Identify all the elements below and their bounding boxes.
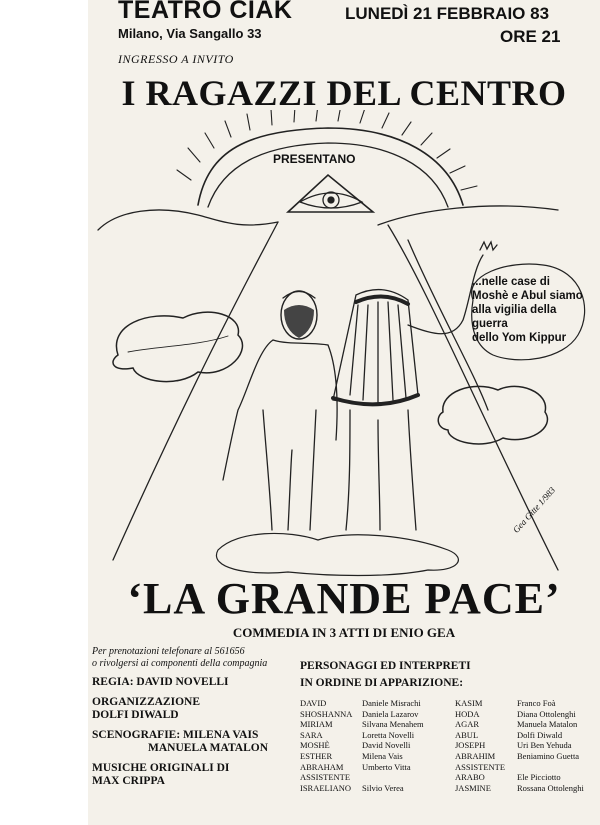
quote-line: alla vigilia della (472, 304, 557, 316)
show-subtitle: COMMEDIA IN 3 ATTI DI ENIO GEA (232, 625, 456, 640)
quote-line: Moshè e Abul siamo (472, 290, 583, 302)
cast-row (300, 772, 424, 783)
character-name: SHOSHANNA (300, 708, 353, 719)
organization-label: ORGANIZZAZIONE (92, 695, 200, 708)
quote-line: guerra (472, 318, 508, 330)
character-name: MIRIAM (300, 719, 333, 730)
venue-address: Milano, Via Sangallo 33 (118, 26, 262, 41)
booking-line: o rivolgersi ai componenti della compagnia (92, 658, 268, 669)
event-time: ORE 21 (500, 27, 561, 46)
cast-row (300, 762, 424, 773)
cast-list-right (455, 698, 584, 793)
cast-heading-line: PERSONAGGI ED INTERPRETI (300, 660, 471, 672)
direction-credit: REGIA: DAVID NOVELLI (92, 676, 229, 688)
cast-row (455, 783, 584, 794)
booking-line: Per prenotazioni telefonare al 561656 (92, 646, 245, 657)
cast-row (300, 698, 424, 709)
actor-name: Beniamino Guetta (517, 750, 580, 761)
production-credits (92, 676, 268, 795)
actor-name: Daniela Lazarov (362, 708, 419, 719)
character-name: SARA (300, 729, 323, 740)
cast-row (300, 709, 424, 720)
cast-list-left (300, 698, 424, 793)
cast-row (300, 730, 424, 741)
cast-row (300, 751, 424, 762)
cast-row (300, 783, 424, 794)
character-name: AGAR (455, 719, 480, 730)
actor-name: Umberto Vitta (362, 761, 411, 772)
poster-illustration (88, 110, 600, 580)
character-name: MOSHÈ (300, 740, 330, 751)
actor-name: Uri Ben Yehuda (517, 740, 572, 751)
cast-row (300, 719, 424, 730)
actor-name: Daniele Misrachi (362, 698, 421, 708)
event-date: LUNEDÌ 21 FEBBRAIO 83 (345, 4, 550, 23)
cast-row (455, 762, 584, 773)
character-name: ASSISTENTE (455, 761, 506, 772)
character-name: ESTHER (300, 750, 333, 761)
sets-credit-2: MANUELA MATALON (148, 742, 269, 754)
actor-name: Manuela Matalon (517, 719, 578, 730)
character-name: ABRAHIM (455, 750, 496, 761)
character-name: JASMINE (455, 782, 491, 793)
actor-name: Silvio Verea (362, 782, 404, 793)
cast-row (300, 740, 424, 751)
cast-row (455, 730, 584, 741)
character-name: JOSEPH (455, 740, 486, 751)
actor-name: Ele Picciotto (517, 772, 561, 783)
cast-row (455, 772, 584, 783)
character-name: ISRAELIANO (300, 782, 351, 793)
actor-name: Silvana Menahem (362, 719, 424, 730)
character-name: ABRAHAM (300, 761, 344, 772)
cast-row (455, 740, 584, 751)
sets-credit: SCENOGRAFIE: MILENA VAIS (92, 728, 259, 741)
booking-info (92, 646, 267, 670)
music-credit: MAX CRIPPA (92, 775, 165, 787)
character-name: KASIM (455, 698, 483, 708)
character-name: ABUL (455, 729, 479, 740)
cast-row (455, 698, 584, 709)
quote-line: dello Yom Kippur (472, 332, 567, 344)
actor-name: Diana Ottolenghi (517, 708, 576, 719)
admission-note: INGRESSO A INVITO (118, 52, 234, 66)
cast-row (455, 709, 584, 720)
actor-name: Dolfi Diwald (517, 729, 563, 740)
show-title: ‘LA GRANDE PACE’ (127, 574, 561, 623)
cast-row (455, 751, 584, 762)
organization-credit: DOLFI DIWALD (92, 709, 179, 721)
presents-label: PRESENTANO (273, 152, 356, 166)
quote-line: ...nelle case di (472, 276, 550, 288)
speech-bubble-text (472, 275, 592, 345)
venue-name: TEATRO CIAK (118, 0, 293, 24)
cast-heading (300, 658, 471, 692)
cast-row (455, 719, 584, 730)
character-name: ARABO (455, 772, 485, 783)
character-name: ASSISTENTE (300, 772, 351, 783)
music-label: MUSICHE ORIGINALI DI (92, 761, 230, 774)
character-name: DAVID (300, 698, 327, 708)
actor-name: David Novelli (362, 740, 411, 751)
actor-name: Loretta Novelli (362, 729, 415, 740)
artist-signature: Gea Gitte 1/983 (510, 485, 558, 535)
actor-name: Rossana Ottolenghi (517, 782, 584, 793)
actor-name: Milena Vais (362, 750, 403, 761)
actor-name: Franco Foà (517, 698, 556, 708)
group-name: I RAGAZZI DEL CENTRO (121, 73, 567, 113)
cast-heading-line: IN ORDINE DI APPARIZIONE: (300, 677, 464, 689)
character-name: HODA (455, 708, 480, 719)
